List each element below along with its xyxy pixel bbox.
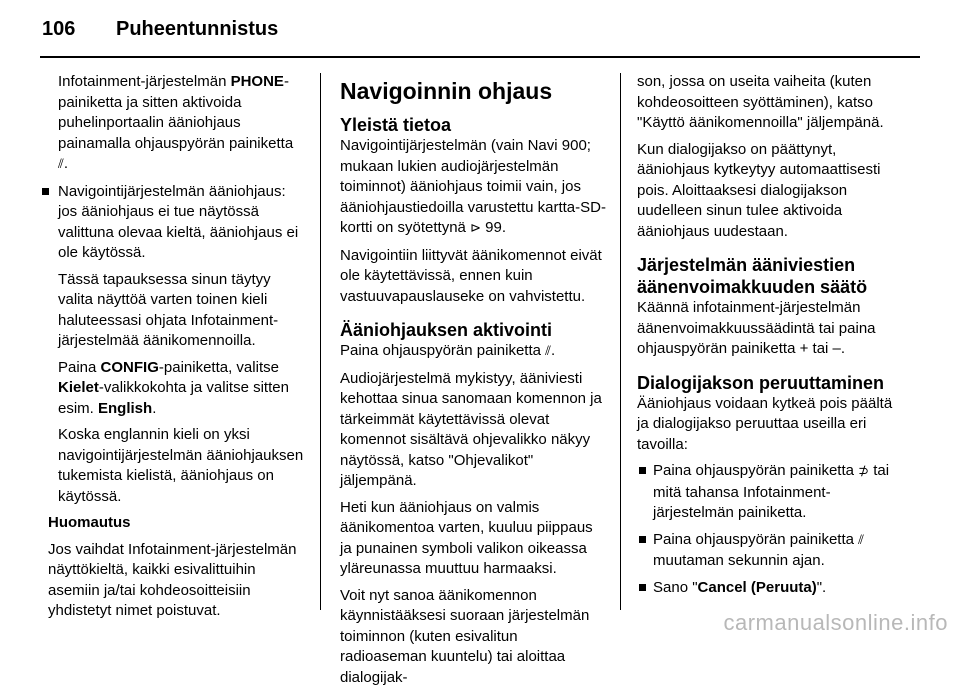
paragraph-config: Paina CONFIG-painiketta, valitse Kielet-valikkokohta ja valitse sitten esim. English. — [58, 358, 289, 417]
bullet-square-icon — [42, 188, 49, 195]
list-item: Paina ohjauspyörän painiketta ⫽ muutaman sekunnin ajan. — [637, 530, 907, 572]
column-middle — [340, 72, 608, 694]
note-text: Jos vaihdat Infotainment-järjestelmän näyttökieltä, kaikki esivalittuihin asemiin ja/tai kohdeosoitteisiin yhdistetyt nimet poistuvat. — [48, 540, 297, 619]
list-item: Paina ohjauspyörän painiketta ⊅ tai mitä tahansa Infotainment-järjestelmän painiketta. — [637, 461, 907, 524]
paragraph: Heti kun ääniohjaus on valmis äänikomentoa varten, kuuluu piippaus ja punainen symboli valikon oikeassa yläreunassa muuttuu harmaaksi. — [340, 498, 593, 577]
subheading-cancel: Dialogijakson peruuttaminen — [637, 372, 885, 393]
paragraph: Tässä tapauksessa sinun täytyy valita näyttöä varten toinen kieli haluteessasi ohjata Infotainment-järjestelmää äänikomennoilla. — [58, 270, 279, 349]
column-left — [48, 72, 306, 628]
voice-button-icon: ⫽ — [58, 157, 64, 172]
section-title: Navigoinnin ohjaus — [340, 78, 553, 104]
hangup-button-icon: ⊅ — [858, 464, 870, 479]
voice-button-icon: ⫽ — [858, 532, 864, 548]
voice-button-icon: ⫽ — [545, 344, 551, 359]
paragraph: Voit nyt sanoa äänikomennon käynnistääksesi suoraan järjestelmän toiminnon (kuten esivalitun radioaseman kuuntelu) tai aloittaa dialogijak- — [340, 586, 590, 686]
header-rule — [40, 56, 920, 58]
paragraph: Paina ohjauspyörän painiketta ⫽. — [340, 342, 556, 359]
bullet-square-icon — [639, 584, 646, 591]
bullet-square-icon — [639, 467, 646, 474]
page-title: Puheentunnistus — [116, 18, 279, 40]
note-title: Huomautus — [48, 514, 131, 531]
subheading-volume: Järjestelmän ääniviestien äänenvoimakkuuden säätö — [637, 255, 868, 297]
paragraph: Käännä infotainment-järjestelmän äänenvoimakkuussäädintä tai paina ohjauspyörän painiketta + tai –. — [637, 299, 876, 357]
paragraph: Navigointiin liittyvät äänikomennot eivät ole käytettävissä, ennen kuin vastuuvapauslauseke on vahvistettu. — [340, 246, 602, 305]
paragraph: son, jossa on useita vaiheita (kuten kohdeosoitteen syöttäminen), katso "Käyttö äänikomennoilla" jäljempänä. — [637, 73, 884, 131]
page-reference-icon: ⊳ — [470, 221, 481, 236]
paragraph-phone: Infotainment-järjestelmän PHONE-painiketta ja sitten aktivoida puhelinportaalin ääniohjaus painamalla ohjauspyörän painiketta ⫽. — [58, 73, 294, 172]
column-divider-2 — [620, 73, 621, 610]
paragraph: Navigointijärjestelmän (vain Navi 900; mukaan lukien audiojärjestelmän toiminnot) ääniohjaus toimii vain, jos ääniohjaustiedoilla varustettu kartta-SD-kortti on syötettynä ⊳ 99. — [340, 137, 606, 236]
column-divider-1 — [320, 73, 321, 610]
list-item: Navigointijärjestelmän ääniohjaus: jos ääniohjaus ei tue näytössä valittuna olevaa kieltä, ääniohjaus ei ole käytössä. — [48, 182, 306, 264]
list-item: Sano "Cancel (Peruuta)". — [637, 578, 907, 599]
column-right — [637, 72, 907, 604]
subheading-activate: Ääniohjauksen aktivointi — [340, 320, 553, 340]
page-header — [42, 0, 922, 56]
paragraph: Audiojärjestelmä mykistyy, ääniviesti kehottaa sinua sanomaan komennon ja tärkeimmät käytettävissä olevat komennot sisältävä ohjevalikko näkyy näytössä, katso "Ohjevalikot" jäljempänä. — [340, 369, 602, 489]
paragraph: Ääniohjaus voidaan kytkeä pois päältä ja dialogijakso peruuttaa useilla eri tavoilla: — [637, 394, 893, 453]
watermark: carmanualsonline.info — [723, 610, 948, 635]
subheading-general: Yleistä tietoa — [340, 115, 452, 135]
bullet-square-icon — [639, 536, 646, 543]
paragraph: Koska englannin kieli on yksi navigointijärjestelmän ääniohjauksen tukemista kielistä, ääniohjaus on käytössä. — [58, 426, 304, 505]
paragraph: Kun dialogijakso on päättynyt, ääniohjaus kytkeytyy automaattisesti pois. Aloittaaksesi dialogijakson uudelleen sinun tulee aktivoida ääniohjaus uudestaan. — [637, 140, 881, 240]
page-number: 106 — [42, 18, 76, 40]
